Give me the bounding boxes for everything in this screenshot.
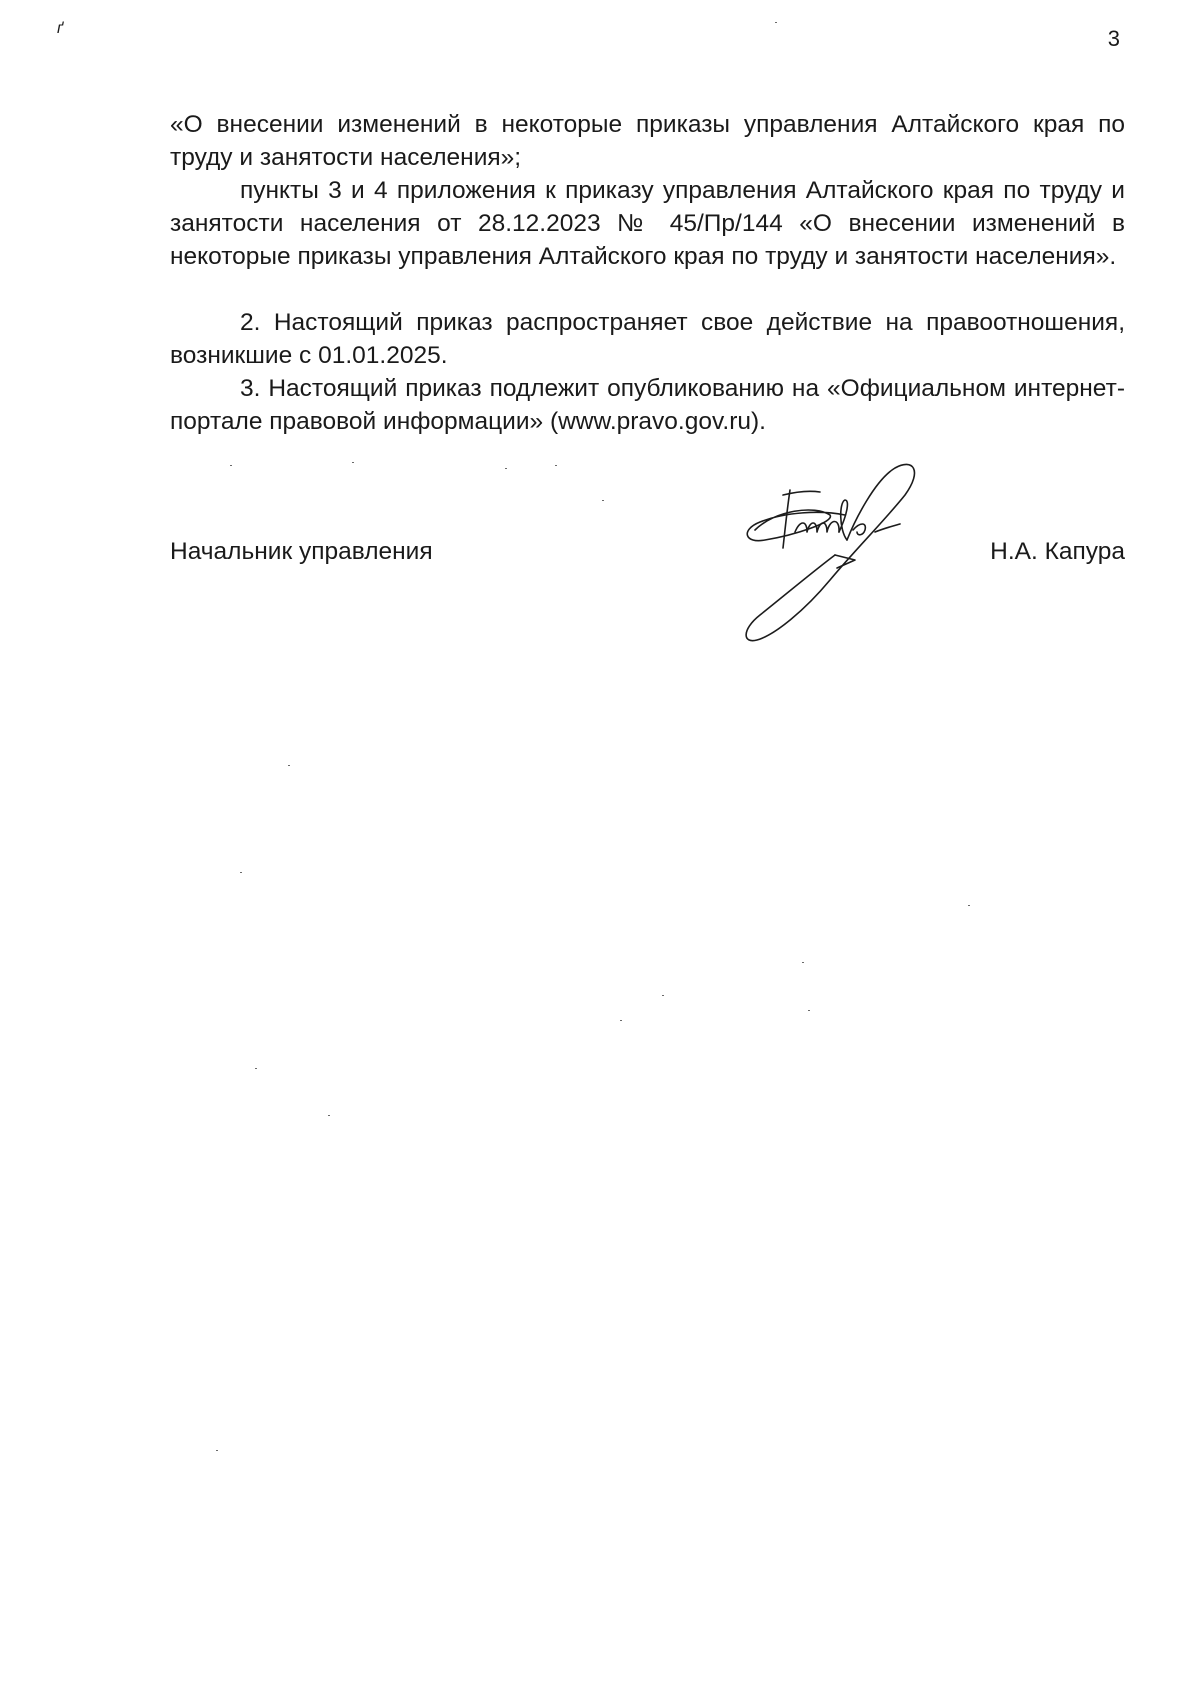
scan-speck	[505, 468, 507, 469]
paragraph-3-text: 3. Настоящий приказ подлежит опубликованию на «Официальном интернет-портале правовой информации» (www.pravo.gov.ru).	[170, 375, 1125, 435]
paragraph-continuation	[170, 108, 1125, 174]
signatory-name: Н.А. Капура	[990, 538, 1125, 565]
scan-speck	[555, 465, 557, 466]
scan-speck	[255, 1068, 257, 1069]
paragraph-3	[170, 372, 1125, 438]
paragraph-2-text: 2. Настоящий приказ распространяет свое действие на правоотношения, возникшие с 01.01.2025.	[170, 309, 1125, 369]
scan-speck	[328, 1115, 330, 1116]
scan-speck	[802, 962, 804, 963]
scan-speck	[602, 500, 604, 501]
scan-speck	[352, 462, 354, 463]
scan-speck	[808, 1010, 810, 1011]
scan-speck	[620, 1020, 622, 1021]
paragraph-items-text: пункты 3 и 4 приложения к приказу управления Алтайского края по труду и занятости населения от 28.12.2023 № 45/Пр/144 «О внесении изменений в некоторые приказы управления Алтайского края по труду и занятости населения».	[170, 177, 1125, 270]
scan-speck	[662, 995, 664, 996]
scan-speck	[216, 1450, 218, 1451]
corner-mark: ґ	[57, 20, 63, 37]
signatory-position: Начальник управления	[170, 538, 433, 565]
scan-speck	[288, 765, 290, 766]
paragraph-continuation-text: «О внесении изменений в некоторые приказы управления Алтайского края по труду и занятости населения»;	[170, 111, 1125, 171]
handwritten-signature	[735, 460, 955, 660]
scan-speck	[240, 872, 242, 873]
scan-speck	[775, 22, 777, 23]
paragraph-items	[170, 174, 1125, 273]
scan-speck	[230, 465, 232, 466]
page-number: 3	[1107, 26, 1120, 51]
paragraph-2	[170, 306, 1125, 372]
scan-speck	[968, 905, 970, 906]
